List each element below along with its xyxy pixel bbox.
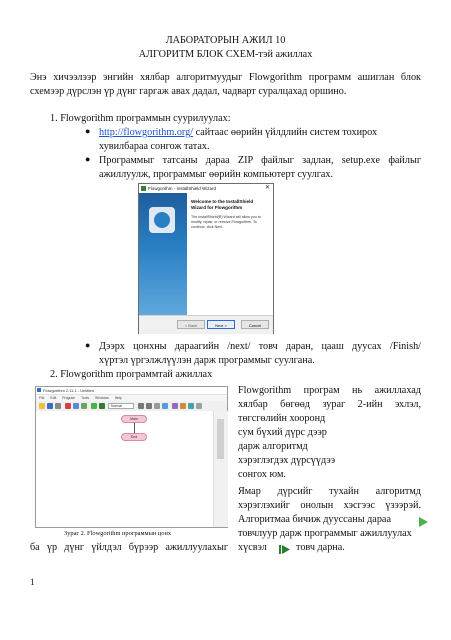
zoom-in-icon[interactable] bbox=[138, 403, 144, 409]
bullet-1-rest: сайтаас өөрийн үйлдлийн систем тохирох bbox=[193, 127, 378, 138]
installer-footer bbox=[139, 315, 273, 334]
right-text-1: Flowgorithm програм нь ажиллахад bbox=[238, 385, 421, 396]
copy-icon[interactable] bbox=[73, 403, 79, 409]
installer-body bbox=[139, 193, 273, 315]
section-2-title: 2. Flowgorithm программтай ажиллах bbox=[50, 369, 213, 380]
variables-icon[interactable] bbox=[154, 403, 160, 409]
installer-welcome-heading: Welcome to the InstallShield Wizard for Flowgorithm bbox=[191, 199, 254, 210]
bullet-dot: ● bbox=[85, 126, 91, 136]
back-button[interactable]: < Back bbox=[177, 320, 205, 329]
app-icon bbox=[37, 388, 41, 392]
flowchart-start-node[interactable]: Main bbox=[121, 415, 147, 423]
installer-logo-mark bbox=[154, 212, 170, 228]
right-text-10: Алгоритмаа бичиж дууссаны дараа bbox=[238, 514, 391, 525]
step-icon[interactable] bbox=[99, 403, 105, 409]
bullet-1-line-2: хувилбараа сонгож татах. bbox=[99, 141, 210, 152]
bullet-3-line-1: Дээрх цонхны дараагийн /next/ товч даран, цааш дуусах /Finish/ bbox=[99, 341, 421, 352]
right-text-4: сум бүхий дүрс дээр bbox=[238, 427, 327, 438]
flowchart-arrow[interactable] bbox=[134, 423, 135, 433]
right-text-2: хялбар бөгөөд зураг 2-ийн эхлэл, bbox=[238, 399, 421, 410]
flowchart-canvas[interactable] bbox=[36, 411, 213, 527]
menu-windows[interactable]: Windows bbox=[95, 396, 109, 400]
bullet-dot: ● bbox=[85, 154, 91, 164]
right-text-12b: товч дарна. bbox=[296, 542, 345, 553]
menu-help[interactable]: Help bbox=[114, 396, 122, 400]
chart-icon[interactable] bbox=[180, 403, 186, 409]
bottom-left-text: ба үр дүнг үйлдэл бүрээр ажиллуулахыг bbox=[30, 542, 228, 553]
installer-banner bbox=[139, 193, 187, 315]
right-text-9: хэрэглэхийг онолын хэсгээс үзээрэй. bbox=[238, 500, 421, 511]
bullet-3-line-2: хүртэл үргэлжлүүлэн дарж программыг суулгана. bbox=[99, 355, 315, 366]
cancel-button[interactable]: Cancel bbox=[241, 320, 269, 329]
bullet-2-line-1: Программыг татсаны дараа ZIP файлыг задлан, setup.exe файлыг bbox=[99, 155, 421, 166]
page-number: 1 bbox=[30, 577, 35, 587]
cut-icon[interactable] bbox=[65, 403, 71, 409]
paste-icon[interactable] bbox=[81, 403, 87, 409]
source-code-icon[interactable] bbox=[172, 403, 178, 409]
right-text-11: товчлуур дарж программыг ажиллуулах bbox=[238, 528, 412, 539]
bullet-2-line-2: ажиллуулж, программыг өөрийн компьютерт суулгах. bbox=[99, 169, 334, 180]
close-icon[interactable]: ✕ bbox=[264, 185, 270, 191]
right-text-6: хэрэглэгдэх дүрсүүдээ bbox=[238, 455, 336, 466]
flowgorithm-window bbox=[35, 386, 228, 528]
flowchart-end-node[interactable]: End bbox=[121, 433, 147, 441]
open-icon[interactable] bbox=[39, 403, 45, 409]
app-title: Flowgorithm 2.11.1 - Untitled bbox=[43, 388, 94, 393]
help-icon[interactable] bbox=[188, 403, 194, 409]
menu-file[interactable]: File bbox=[39, 396, 45, 400]
bullet-1-line-1 bbox=[99, 126, 377, 140]
installer-title: Flowgorithm - InstallShield Wizard bbox=[148, 186, 217, 191]
mode-select[interactable]: Normal bbox=[108, 403, 134, 409]
right-text-8: Ямар дүрсийг тухайн алгоритмд bbox=[238, 486, 421, 497]
run-icon[interactable] bbox=[91, 403, 97, 409]
installer-description: The InstallShield(R) Wizard will allow you to modify, repair, or remove Flowgorithm. To continue, click Next. bbox=[191, 215, 261, 229]
run-icon bbox=[419, 517, 428, 527]
bullet-dot: ● bbox=[85, 340, 91, 350]
right-text-5: дарж алгоритмд bbox=[238, 441, 308, 452]
menu-edit[interactable]: Edit bbox=[50, 396, 57, 400]
menu-tools[interactable]: Tools bbox=[81, 396, 90, 400]
right-text-7: сонгох юм. bbox=[238, 469, 286, 480]
scroll-thumb[interactable] bbox=[217, 419, 224, 459]
installer-app-icon bbox=[141, 186, 146, 191]
lab-subtitle: АЛГОРИТМ БЛОК СХЕМ-тэй ажиллах bbox=[138, 49, 313, 60]
flowgorithm-link[interactable]: http://flowgorithm.org/ bbox=[99, 127, 194, 138]
save-icon[interactable] bbox=[47, 403, 53, 409]
menu-program[interactable]: Program bbox=[62, 396, 76, 400]
vertical-scrollbar[interactable] bbox=[213, 411, 228, 527]
intro-line-1: Энэ хичээлээр энгийн хялбар алгоритмуудыг Flowgorithm программ ашиглан блок bbox=[30, 72, 421, 83]
right-text-3: төгсгөлийн хооронд bbox=[238, 413, 326, 424]
figure-caption: Зураг 2. Flowgorithm программын цонх bbox=[64, 530, 172, 537]
installer-window bbox=[138, 183, 274, 334]
step-icon bbox=[279, 545, 290, 554]
zoom-out-icon[interactable] bbox=[146, 403, 152, 409]
print-icon[interactable] bbox=[55, 403, 61, 409]
app-titlebar bbox=[36, 387, 227, 395]
console-icon[interactable] bbox=[162, 403, 168, 409]
settings-icon[interactable] bbox=[196, 403, 202, 409]
next-button[interactable]: Next > bbox=[207, 320, 235, 329]
section-1-title: 1. Flowgorithm программын суурилуулах: bbox=[50, 113, 231, 124]
lab-title: ЛАБОРАТОРЫН АЖИЛ 10 bbox=[165, 35, 286, 46]
right-text-12a: хүсвэл bbox=[238, 542, 267, 553]
intro-line-2: схемээр дүрслэн үр дүнг гаргаж авах дадал, чадварт суралцахад оршино. bbox=[30, 86, 347, 97]
